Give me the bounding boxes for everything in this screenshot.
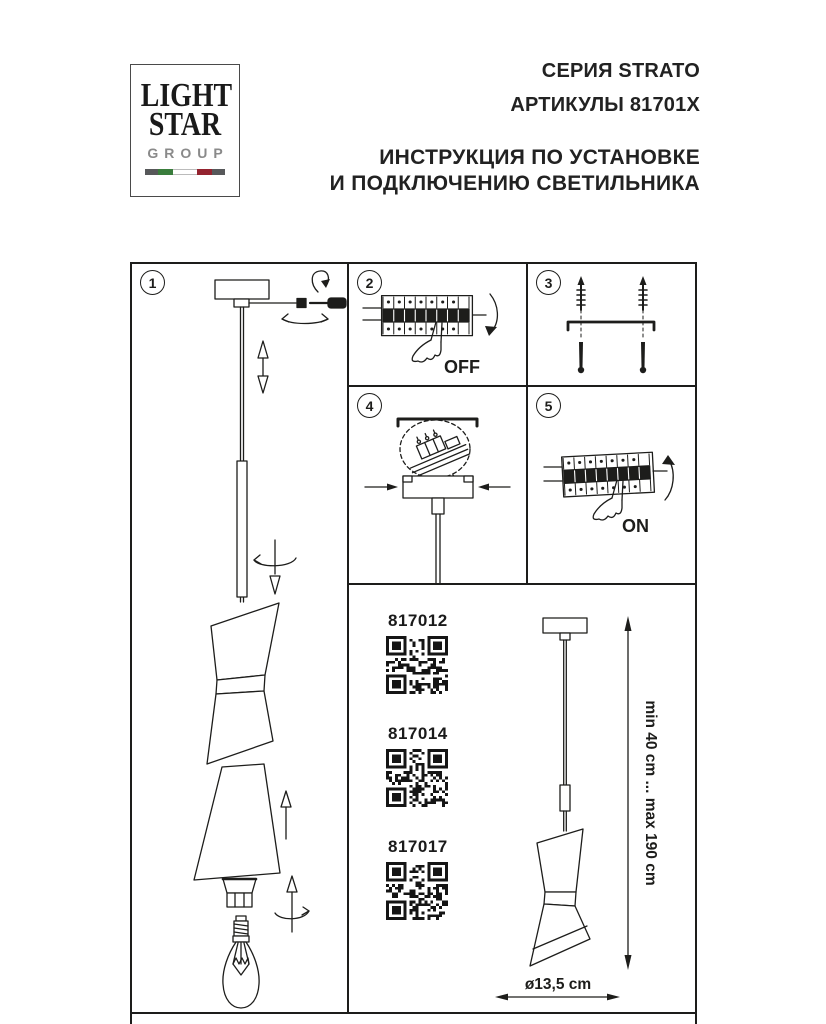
screw-right bbox=[640, 342, 646, 373]
socket-cover bbox=[223, 879, 256, 907]
lamp-shade bbox=[207, 603, 279, 764]
step2-panel bbox=[349, 264, 526, 385]
step1-panel bbox=[132, 264, 347, 1012]
article-number: 817017 bbox=[388, 837, 448, 856]
instruction-title-line1: ИНСТРУКЦИЯ ПО УСТАНОВКЕ bbox=[379, 146, 700, 169]
height-range-label: min 40 cm ... max 190 cm bbox=[642, 700, 659, 886]
step4-badge: 4 bbox=[357, 393, 382, 418]
switch-on-arrow bbox=[665, 460, 673, 500]
instruction-title-line2: И ПОДКЛЮЧЕНИЮ СВЕТИЛЬНИКА bbox=[329, 172, 700, 195]
circuit-breaker bbox=[562, 452, 655, 497]
dimensions-drawing bbox=[349, 585, 695, 1012]
diameter-dimension-line bbox=[495, 994, 620, 1001]
article-number: 817014 bbox=[388, 724, 448, 743]
suspension-rod bbox=[436, 514, 440, 583]
italy-flag-bar bbox=[145, 169, 225, 175]
canopy bbox=[403, 476, 473, 498]
screwdriver-icon bbox=[310, 298, 346, 308]
off-label: OFF bbox=[444, 357, 480, 377]
series-title: СЕРИЯ STRATO bbox=[541, 60, 700, 82]
step1-assembly-drawing bbox=[132, 264, 347, 1012]
logo-light: LIGHT bbox=[140, 77, 233, 114]
wires bbox=[363, 308, 381, 320]
height-adjust-arrow bbox=[258, 341, 268, 393]
push-arrow-right bbox=[478, 484, 510, 491]
article-number: 817012 bbox=[388, 611, 448, 630]
lamp-shade bbox=[530, 829, 590, 966]
height-dimension-line bbox=[625, 616, 632, 970]
lightstar-logo bbox=[130, 64, 240, 197]
circuit-breaker bbox=[382, 296, 473, 336]
rotate-down-arrow bbox=[254, 540, 296, 594]
wall-anchor-right bbox=[639, 276, 647, 340]
wall-anchor-left bbox=[577, 276, 585, 340]
suspension-rod bbox=[564, 640, 567, 785]
diameter-label: ø13,5 cm bbox=[524, 976, 592, 993]
articles-panel bbox=[349, 585, 695, 1012]
screw-left bbox=[578, 342, 584, 373]
canopy bbox=[215, 280, 269, 299]
switch-off-arrow bbox=[490, 294, 497, 331]
canopy bbox=[543, 618, 587, 633]
assemble-up-arrow bbox=[281, 791, 291, 839]
step4-panel bbox=[349, 387, 526, 583]
instruction-grid bbox=[130, 262, 697, 1024]
header bbox=[300, 60, 700, 197]
on-label: ON bbox=[622, 516, 649, 536]
wires bbox=[544, 467, 562, 481]
step3-badge: 3 bbox=[536, 270, 561, 295]
push-arrow-left bbox=[365, 484, 398, 491]
set-screw bbox=[297, 299, 306, 308]
terminal-block-detail bbox=[400, 421, 469, 478]
step1-badge: 1 bbox=[140, 270, 165, 295]
articles-title: АРТИКУЛЫ 81701X bbox=[510, 94, 700, 116]
step5-panel bbox=[528, 387, 695, 583]
rotate-up-arrow bbox=[275, 876, 309, 932]
logo-star: STAR bbox=[148, 106, 222, 143]
instruction-title bbox=[300, 145, 700, 197]
light-bulb bbox=[223, 916, 259, 1008]
step2-badge: 2 bbox=[357, 270, 382, 295]
step5-badge: 5 bbox=[536, 393, 561, 418]
lower-cone bbox=[194, 764, 280, 880]
divider-horizontal-3 bbox=[132, 1012, 695, 1014]
step3-panel bbox=[528, 264, 695, 385]
logo-group: GROUP bbox=[147, 145, 229, 161]
